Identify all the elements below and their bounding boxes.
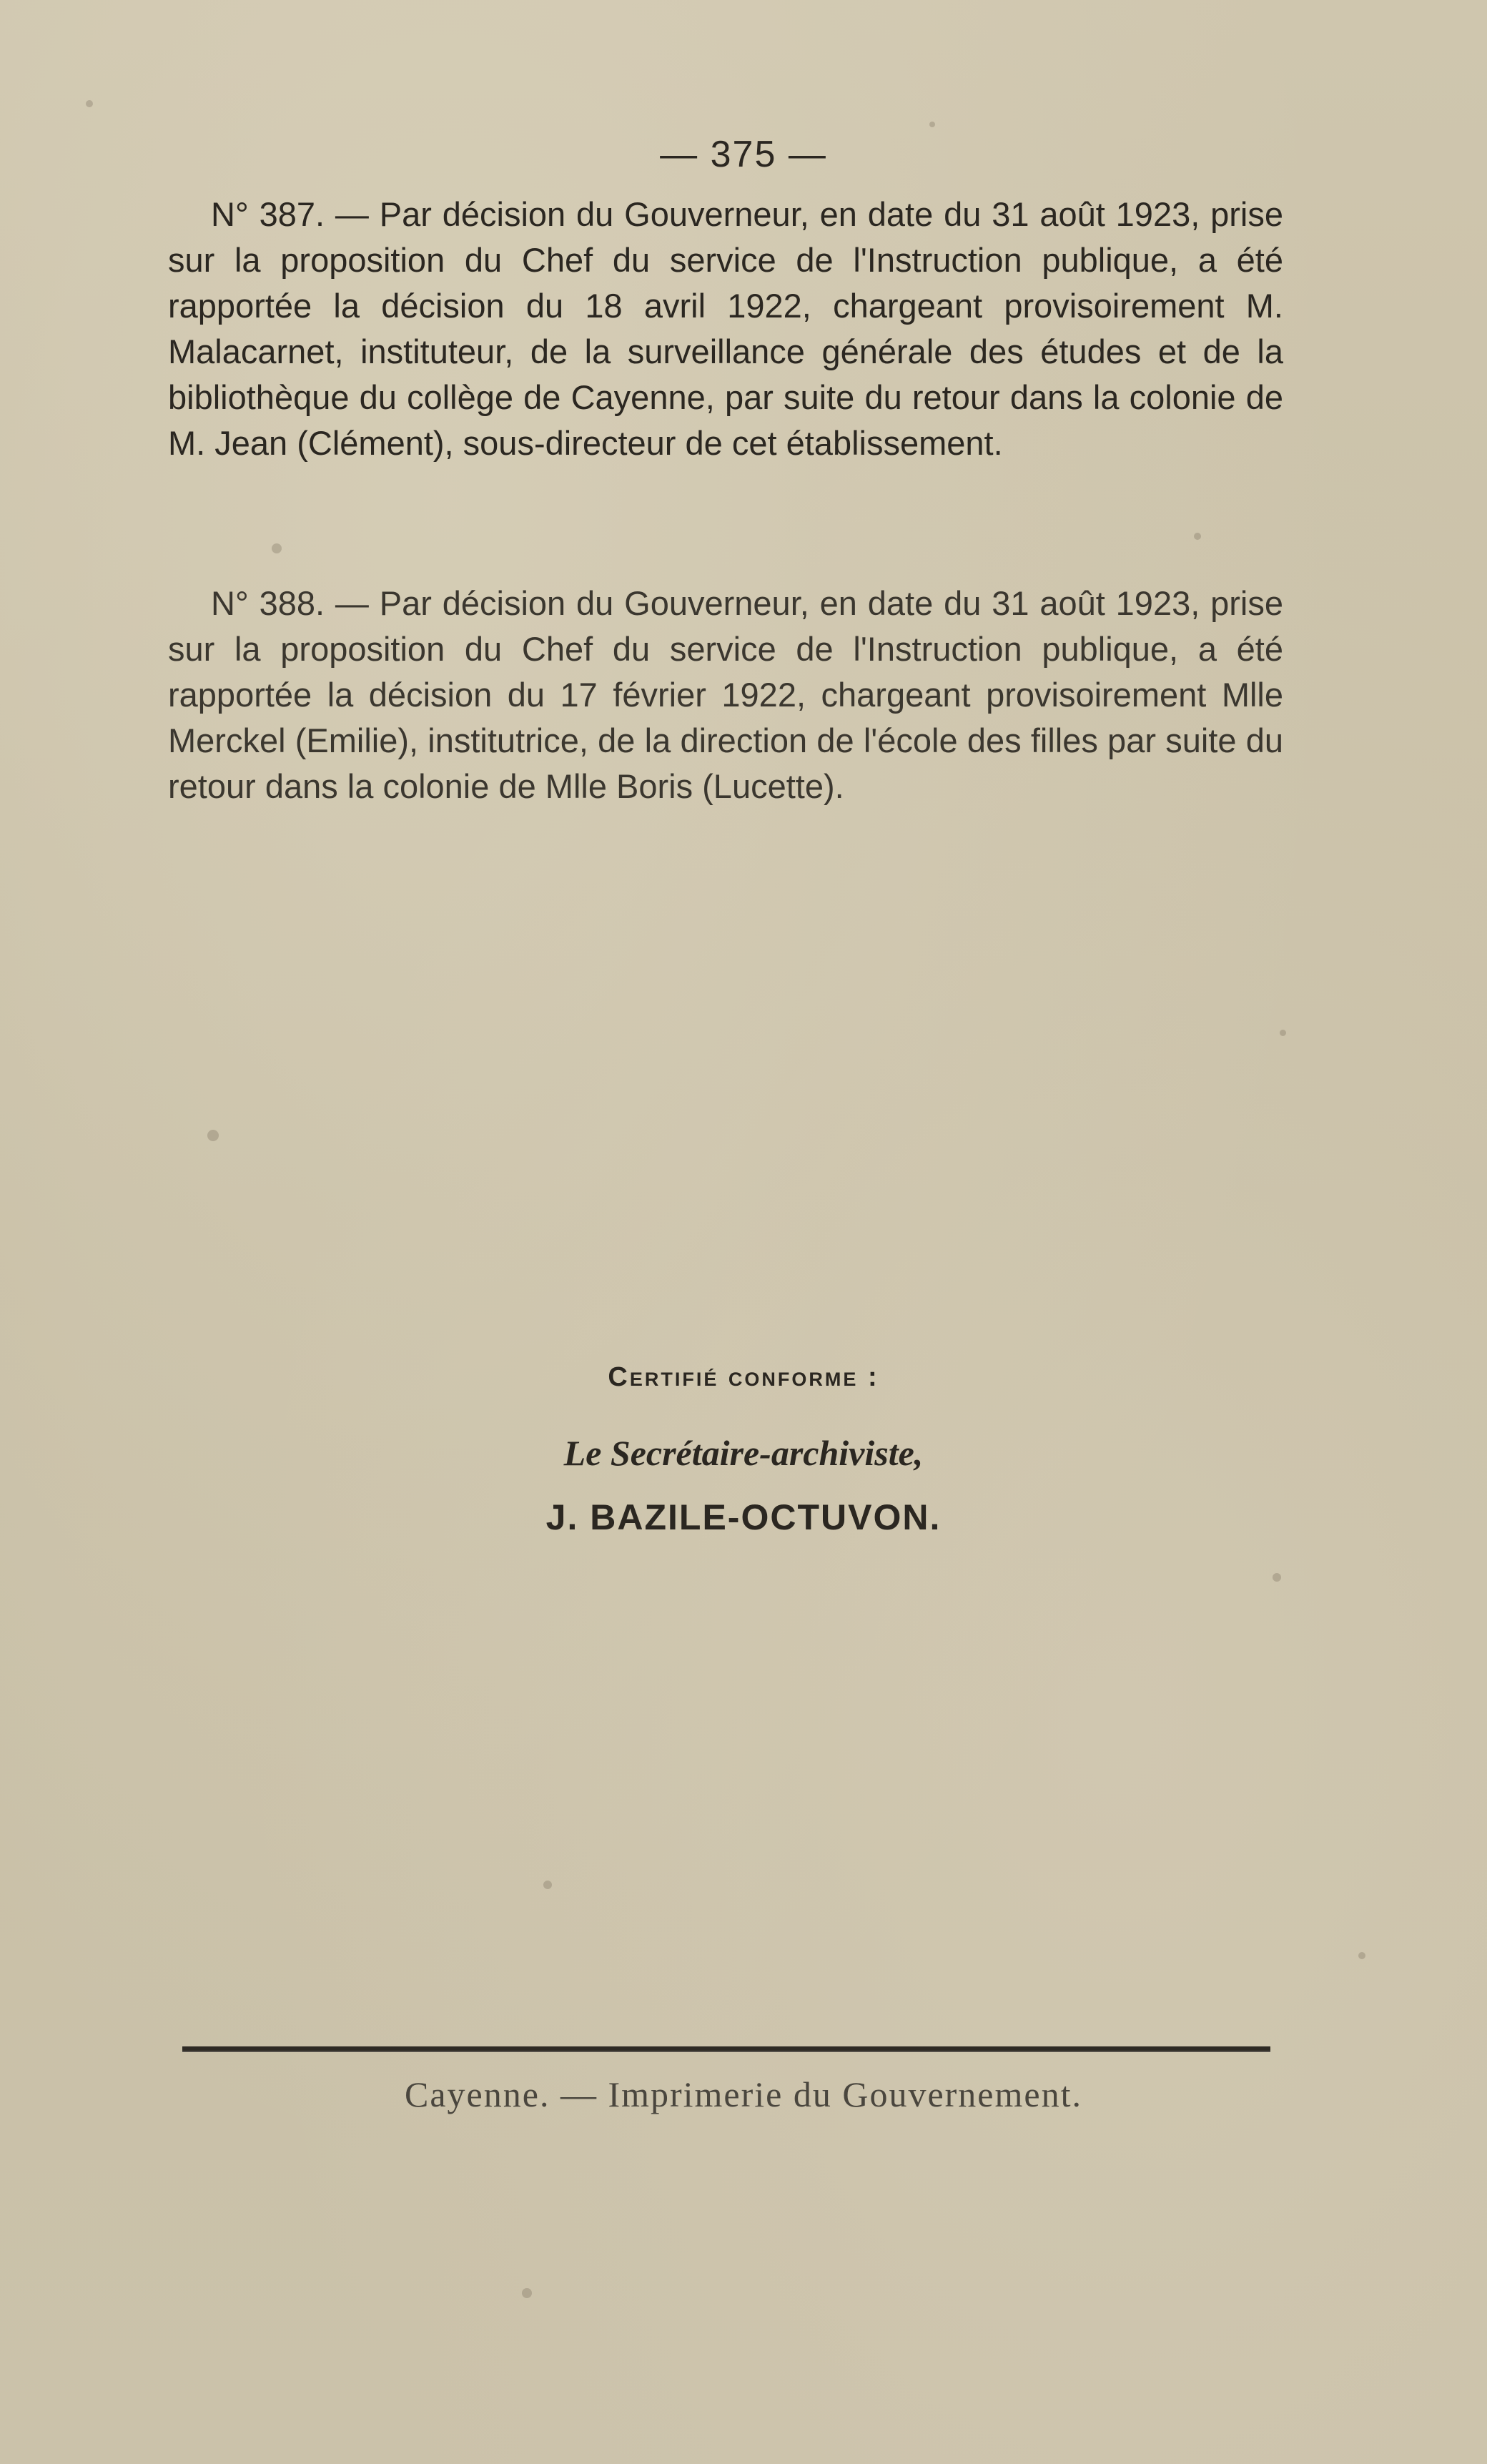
paper-speck [543,1881,552,1889]
decision-number: N° 388. [211,584,325,622]
certification-heading: Certifié conforme : [608,1362,879,1392]
decision-text: — Par décision du Gouverneur, en date du 31 août 1923, prise sur la proposition du Chef du service de l'Instruction publique, a été rapportée la décision du 17 février 1922, chargeant provisoirement Mlle Merckel (Emilie), institutrice, de la direction de l'école des filles par suite du retour dans la colonie de Mlle Boris (Lucette). [168,584,1283,805]
certification-signature: J. BAZILE-OCTUVON. [545,1497,942,1537]
page-number: — 375 — [660,134,827,175]
paper-speck [1194,533,1201,540]
printer-imprint: Cayenne. — Imprimerie du Gouvernement. [405,2074,1082,2114]
decision-number: N° 387. [211,195,325,233]
paper-speck [522,2288,532,2298]
certification-title: Le Secrétaire-archiviste, [563,1433,924,1473]
paper-speck [1280,1030,1286,1036]
paper-speck [929,122,935,127]
decision-paragraph [168,192,1283,466]
paper-speck [272,543,282,553]
decision-text: — Par décision du Gouverneur, en date du 31 août 1923, prise sur la proposition du Chef du service de l'Instruction publique, a été rapportée la décision du 18 avril 1922, chargeant provisoirement M. Malacarnet, instituteur, de la surveillance générale des études et de la bibliothèque du collège de Cayenne, par suite du retour dans la colonie de M. Jean (Clément), sous-directeur de cet établissement. [168,195,1283,462]
footer-rule [182,2046,1270,2052]
paper-speck [207,1130,219,1141]
paper-speck [1273,1573,1281,1582]
paper-speck [86,100,93,107]
paper-speck [1358,1952,1365,1959]
decision-paragraph [168,581,1283,809]
